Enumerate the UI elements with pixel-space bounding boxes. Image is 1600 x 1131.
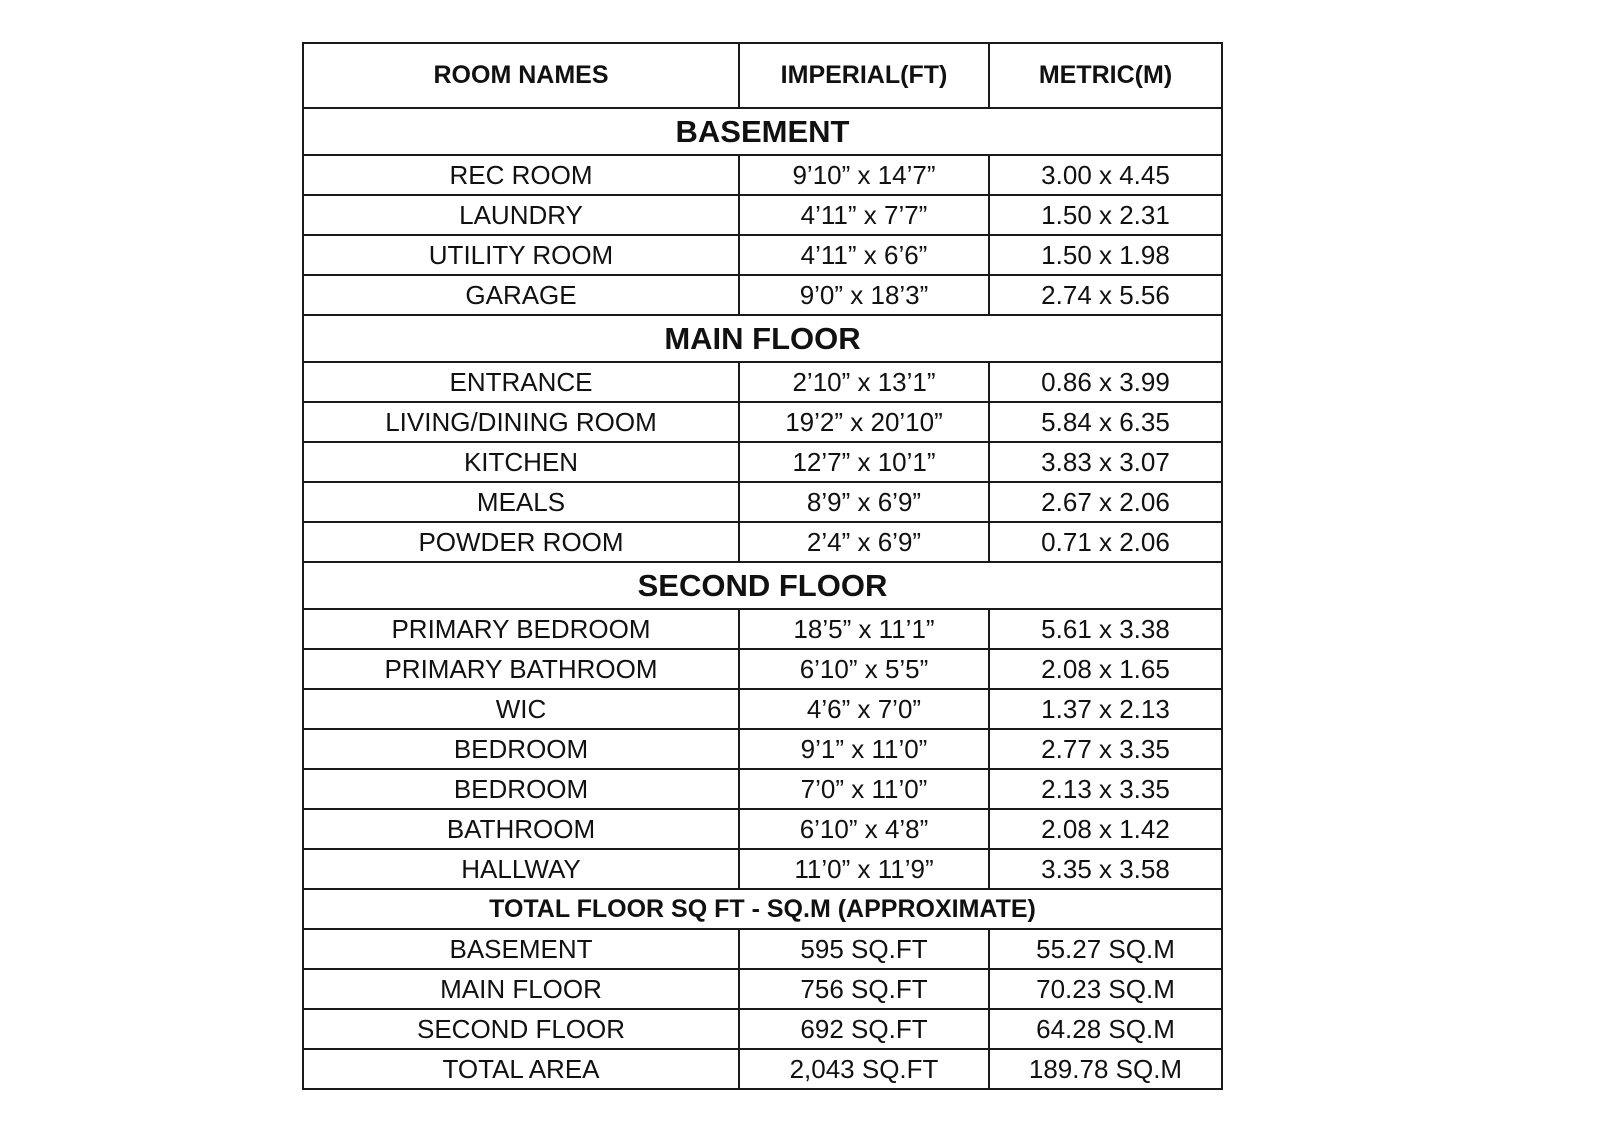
room-name-cell: MEALS (303, 482, 739, 522)
metric-cell: 3.83 x 3.07 (989, 442, 1222, 482)
imperial-cell: 12’7” x 10’1” (739, 442, 989, 482)
table-row (303, 482, 1222, 522)
table-row (303, 1049, 1222, 1089)
metric-cell: 5.84 x 6.35 (989, 402, 1222, 442)
section-title-basement: BASEMENT (303, 108, 1222, 155)
imperial-cell: 9’10” x 14’7” (739, 155, 989, 195)
room-name-cell: PRIMARY BEDROOM (303, 609, 739, 649)
imperial-cell: 6’10” x 5’5” (739, 649, 989, 689)
metric-cell: 0.71 x 2.06 (989, 522, 1222, 562)
table-row (303, 235, 1222, 275)
table-row (303, 969, 1222, 1009)
metric-cell: 0.86 x 3.99 (989, 362, 1222, 402)
section-row-main-floor (303, 315, 1222, 362)
section-row-second-floor (303, 562, 1222, 609)
room-name-cell: SECOND FLOOR (303, 1009, 739, 1049)
imperial-cell: 9’1” x 11’0” (739, 729, 989, 769)
metric-cell: 2.08 x 1.42 (989, 809, 1222, 849)
room-name-cell: BEDROOM (303, 729, 739, 769)
table-row (303, 689, 1222, 729)
table-row (303, 155, 1222, 195)
metric-cell: 64.28 SQ.M (989, 1009, 1222, 1049)
room-name-cell: LIVING/DINING ROOM (303, 402, 739, 442)
imperial-cell: 19’2” x 20’10” (739, 402, 989, 442)
room-name-cell: KITCHEN (303, 442, 739, 482)
room-name-cell: REC ROOM (303, 155, 739, 195)
metric-cell: 2.67 x 2.06 (989, 482, 1222, 522)
room-name-cell: BEDROOM (303, 769, 739, 809)
metric-cell: 1.50 x 2.31 (989, 195, 1222, 235)
imperial-cell: 8’9” x 6’9” (739, 482, 989, 522)
section-row-basement (303, 108, 1222, 155)
room-name-cell: TOTAL AREA (303, 1049, 739, 1089)
section-title-main-floor: MAIN FLOOR (303, 315, 1222, 362)
metric-cell: 2.74 x 5.56 (989, 275, 1222, 315)
imperial-cell: 2’4” x 6’9” (739, 522, 989, 562)
table-row (303, 402, 1222, 442)
imperial-cell: 692 SQ.FT (739, 1009, 989, 1049)
imperial-cell: 4’11” x 7’7” (739, 195, 989, 235)
metric-cell: 1.37 x 2.13 (989, 689, 1222, 729)
imperial-cell: 4’6” x 7’0” (739, 689, 989, 729)
room-name-cell: ENTRANCE (303, 362, 739, 402)
header-imperial: IMPERIAL(FT) (739, 43, 989, 108)
imperial-cell: 2,043 SQ.FT (739, 1049, 989, 1089)
table-row (303, 769, 1222, 809)
room-name-cell: POWDER ROOM (303, 522, 739, 562)
table-row (303, 195, 1222, 235)
table-row (303, 809, 1222, 849)
header-room-names: ROOM NAMES (303, 43, 739, 108)
room-name-cell: LAUNDRY (303, 195, 739, 235)
table-row (303, 275, 1222, 315)
room-dimensions-table (302, 42, 1223, 1090)
table-row (303, 362, 1222, 402)
table-row (303, 522, 1222, 562)
section-title-second-floor: SECOND FLOOR (303, 562, 1222, 609)
table-row (303, 442, 1222, 482)
room-name-cell: WIC (303, 689, 739, 729)
metric-cell: 3.00 x 4.45 (989, 155, 1222, 195)
section-row-totals (303, 889, 1222, 929)
table-row (303, 649, 1222, 689)
imperial-cell: 2’10” x 13’1” (739, 362, 989, 402)
room-name-cell: UTILITY ROOM (303, 235, 739, 275)
metric-cell: 70.23 SQ.M (989, 969, 1222, 1009)
metric-cell: 2.08 x 1.65 (989, 649, 1222, 689)
metric-cell: 3.35 x 3.58 (989, 849, 1222, 889)
room-name-cell: BATHROOM (303, 809, 739, 849)
table-row (303, 1009, 1222, 1049)
metric-cell: 1.50 x 1.98 (989, 235, 1222, 275)
imperial-cell: 18’5” x 11’1” (739, 609, 989, 649)
imperial-cell: 4’11” x 6’6” (739, 235, 989, 275)
header-metric: METRIC(M) (989, 43, 1222, 108)
metric-cell: 2.13 x 3.35 (989, 769, 1222, 809)
imperial-cell: 6’10” x 4’8” (739, 809, 989, 849)
table-row (303, 609, 1222, 649)
table-header-row (303, 43, 1222, 108)
imperial-cell: 11’0” x 11’9” (739, 849, 989, 889)
room-name-cell: GARAGE (303, 275, 739, 315)
table-row (303, 849, 1222, 889)
metric-cell: 55.27 SQ.M (989, 929, 1222, 969)
imperial-cell: 7’0” x 11’0” (739, 769, 989, 809)
table-row (303, 729, 1222, 769)
room-name-cell: PRIMARY BATHROOM (303, 649, 739, 689)
table-row (303, 929, 1222, 969)
section-title-totals: TOTAL FLOOR SQ FT - SQ.M (APPROXIMATE) (303, 889, 1222, 929)
metric-cell: 5.61 x 3.38 (989, 609, 1222, 649)
metric-cell: 2.77 x 3.35 (989, 729, 1222, 769)
imperial-cell: 9’0” x 18’3” (739, 275, 989, 315)
room-name-cell: BASEMENT (303, 929, 739, 969)
imperial-cell: 756 SQ.FT (739, 969, 989, 1009)
room-name-cell: MAIN FLOOR (303, 969, 739, 1009)
table-body (303, 108, 1222, 1089)
room-name-cell: HALLWAY (303, 849, 739, 889)
metric-cell: 189.78 SQ.M (989, 1049, 1222, 1089)
imperial-cell: 595 SQ.FT (739, 929, 989, 969)
